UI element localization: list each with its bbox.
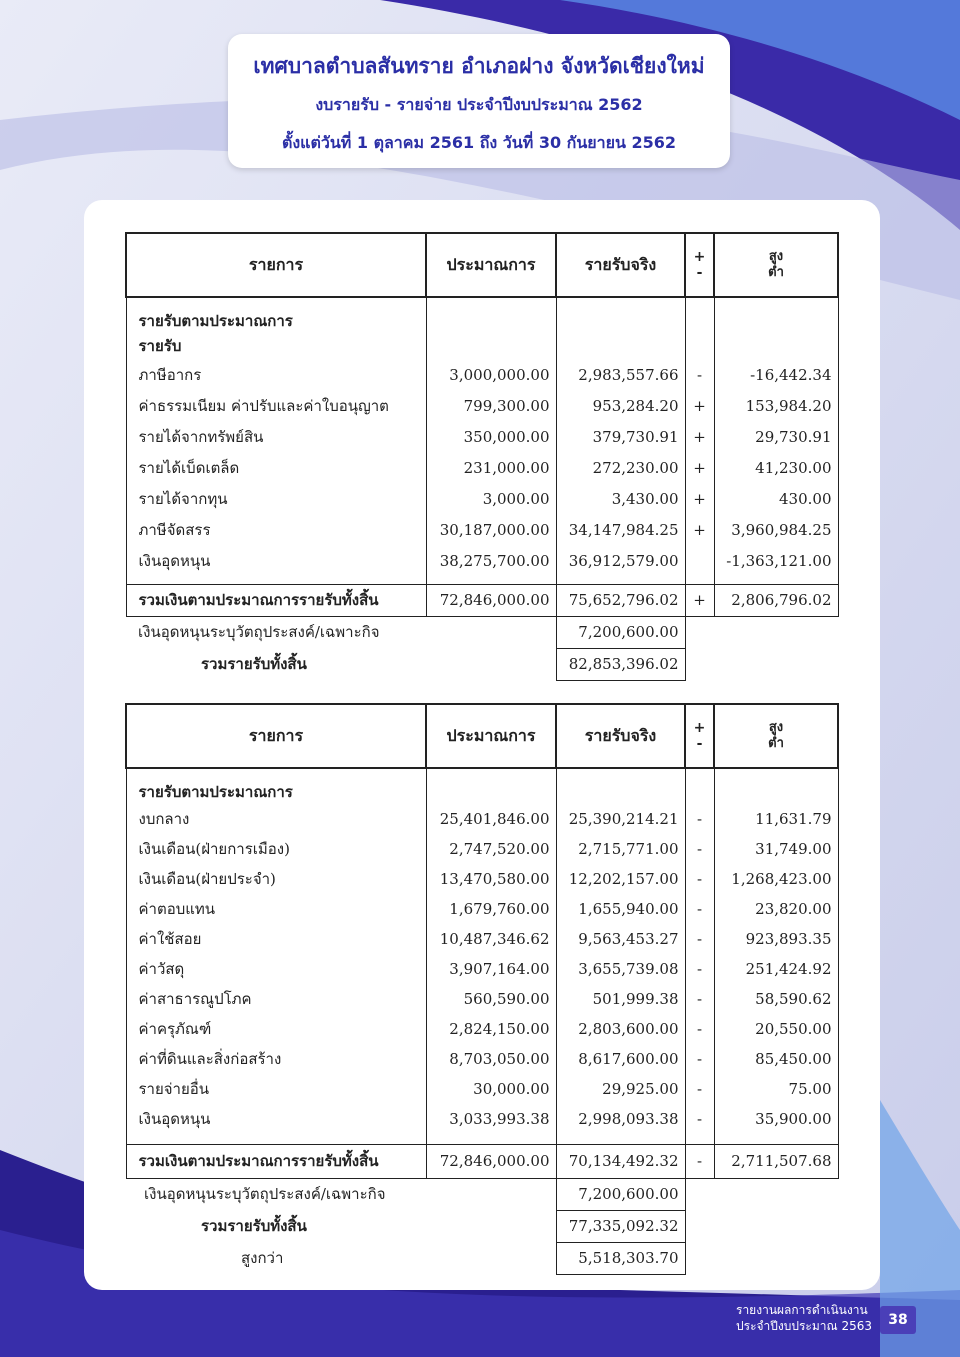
row-estimate: 30,187,000.00 — [426, 514, 556, 545]
report-title: เทศบาลตำบลสันทราย อำเภอฝาง จังหวัดเชียงใหม่ — [253, 54, 705, 78]
row-estimate: 350,000.00 — [426, 421, 556, 452]
row-estimate: 30,000.00 — [426, 1074, 556, 1104]
table-row — [126, 514, 838, 545]
row-estimate: 560,590.00 — [426, 984, 556, 1014]
row-diff: 85,450.00 — [714, 1044, 838, 1074]
row-actual: 34,147,984.25 — [556, 514, 685, 545]
row-diff: 35,900.00 — [714, 1104, 838, 1134]
row-name: เงินอุดหนุน — [126, 1104, 426, 1134]
total-row: รวมเงินตามประมาณการรายรับทั้งสิ้น 72,846,000.00 75,652,796.02 + 2,806,796.02 — [126, 584, 838, 616]
row-sign — [685, 545, 714, 576]
row-name: เงินเดือน(ฝ่ายประจำ) — [126, 864, 426, 894]
expenditure-table — [125, 703, 839, 1275]
row-diff: 3,960,984.25 — [714, 514, 838, 545]
header-actual: รายรับจริง — [556, 704, 685, 768]
row-sign: - — [685, 984, 714, 1014]
header-estimate: ประมาณการ — [426, 233, 556, 297]
title-box — [228, 34, 730, 168]
table-row — [126, 984, 838, 1014]
row-sign: + — [685, 390, 714, 421]
header-item: รายการ — [126, 233, 426, 297]
row-name: รายได้จากทรัพย์สิน — [126, 421, 426, 452]
row-sign: - — [685, 804, 714, 834]
table-row — [126, 954, 838, 984]
row-actual: 25,390,214.21 — [556, 804, 685, 834]
row-name: รายได้เบ็ดเตล็ด — [126, 452, 426, 483]
row-estimate: 2,824,150.00 — [426, 1014, 556, 1044]
row-name: เงินเดือน(ฝ่ายการเมือง) — [126, 834, 426, 864]
row-actual: 2,715,771.00 — [556, 834, 685, 864]
row-actual: 2,998,093.38 — [556, 1104, 685, 1134]
report-period: ตั้งแต่วันที่ 1 ตุลาคม 2561 ถึง วันที่ 30 กันยายน 2562 — [281, 133, 677, 152]
table-row — [126, 864, 838, 894]
header-sign: + - — [685, 233, 714, 297]
row-sign: - — [685, 359, 714, 390]
header-high-low: สูง ต่ำ — [714, 233, 838, 297]
row-name: ค่าใช้สอย — [126, 924, 426, 954]
row-name: ค่าครุภัณฑ์ — [126, 1014, 426, 1044]
table-row — [126, 390, 838, 421]
row-estimate: 8,703,050.00 — [426, 1044, 556, 1074]
total-row: รวมเงินตามประมาณการรายรับทั้งสิ้น 72,846,000.00 70,134,492.32 - 2,711,507.68 — [126, 1144, 838, 1178]
header-high-low: สูง ต่ำ — [714, 704, 838, 768]
row-diff: 23,820.00 — [714, 894, 838, 924]
row-diff: 430.00 — [714, 483, 838, 514]
row-actual: 29,925.00 — [556, 1074, 685, 1104]
table-row — [126, 804, 838, 834]
table-header — [126, 704, 838, 768]
table-row — [126, 545, 838, 576]
row-sign: - — [685, 1014, 714, 1044]
table-row — [126, 421, 838, 452]
table-row — [126, 1074, 838, 1104]
row-diff: 20,550.00 — [714, 1014, 838, 1044]
row-sign: - — [685, 834, 714, 864]
row-diff: -1,363,121.00 — [714, 545, 838, 576]
row-actual: 272,230.00 — [556, 452, 685, 483]
footer-label: รายงานผลการดำเนินงาน ประจำปีงบประมาณ 2563 — [736, 1303, 873, 1333]
row-sign: + — [685, 421, 714, 452]
revenue-table — [125, 232, 839, 681]
row-name: ภาษีจัดสรร — [126, 514, 426, 545]
row-sign: + — [685, 483, 714, 514]
row-diff: 41,230.00 — [714, 452, 838, 483]
table-row — [126, 1104, 838, 1134]
row-name: ค่าตอบแทน — [126, 894, 426, 924]
row-sign: - — [685, 1074, 714, 1104]
report-subtitle: งบรายรับ - รายจ่าย ประจำปีงบประมาณ 2562 — [315, 95, 643, 114]
row-name: ภาษีอากร — [126, 359, 426, 390]
row-actual: 3,655,739.08 — [556, 954, 685, 984]
row-name: ค่าสาธารณูปโภค — [126, 984, 426, 1014]
header-sign: + - — [685, 704, 714, 768]
row-actual: 2,983,557.66 — [556, 359, 685, 390]
row-actual: 12,202,157.00 — [556, 864, 685, 894]
row-actual: 379,730.91 — [556, 421, 685, 452]
header-item: รายการ — [126, 704, 426, 768]
row-actual: 1,655,940.00 — [556, 894, 685, 924]
row-name: ค่าธรรมเนียม ค่าปรับและค่าใบอนุญาต — [126, 390, 426, 421]
table-row — [126, 1014, 838, 1044]
row-sign: - — [685, 894, 714, 924]
row-estimate: 10,487,346.62 — [426, 924, 556, 954]
grand-total-row: รวมรายรับทั้งสิ้น 77,335,092.32 — [126, 1210, 838, 1242]
row-estimate: 1,679,760.00 — [426, 894, 556, 924]
subsection-title: รายรับ — [126, 333, 426, 359]
row-actual: 501,999.38 — [556, 984, 685, 1014]
row-diff: -16,442.34 — [714, 359, 838, 390]
row-diff: 153,984.20 — [714, 390, 838, 421]
row-actual: 953,284.20 — [556, 390, 685, 421]
row-estimate: 231,000.00 — [426, 452, 556, 483]
row-actual: 9,563,453.27 — [556, 924, 685, 954]
row-estimate: 2,747,520.00 — [426, 834, 556, 864]
table-row — [126, 483, 838, 514]
row-diff: 923,893.35 — [714, 924, 838, 954]
row-name: ค่าวัสดุ — [126, 954, 426, 984]
higher-row: สูงกว่า 5,518,303.70 — [126, 1242, 838, 1274]
row-sign: - — [685, 924, 714, 954]
row-diff: 11,631.79 — [714, 804, 838, 834]
row-diff: 1,268,423.00 — [714, 864, 838, 894]
row-diff: 31,749.00 — [714, 834, 838, 864]
table-header — [126, 233, 838, 297]
header-estimate: ประมาณการ — [426, 704, 556, 768]
section-title: รายรับตามประมาณการ — [126, 768, 426, 804]
table-row — [126, 894, 838, 924]
row-actual: 2,803,600.00 — [556, 1014, 685, 1044]
grant-row: เงินอุดหนุนระบุวัตถุประสงค์/เฉพาะกิจ 7,200,600.00 — [126, 1178, 838, 1210]
header-actual: รายรับจริง — [556, 233, 685, 297]
row-diff: 251,424.92 — [714, 954, 838, 984]
row-sign: - — [685, 954, 714, 984]
page-number: 38 — [880, 1306, 916, 1334]
row-estimate: 38,275,700.00 — [426, 545, 556, 576]
grand-total-row: รวมรายรับทั้งสิ้น 82,853,396.02 — [126, 648, 838, 680]
table-row — [126, 1044, 838, 1074]
row-name: งบกลาง — [126, 804, 426, 834]
row-sign: + — [685, 452, 714, 483]
row-sign: - — [685, 1044, 714, 1074]
row-estimate: 799,300.00 — [426, 390, 556, 421]
row-sign: + — [685, 514, 714, 545]
row-name: เงินอุดหนุน — [126, 545, 426, 576]
row-actual: 36,912,579.00 — [556, 545, 685, 576]
row-estimate: 3,907,164.00 — [426, 954, 556, 984]
row-diff: 58,590.62 — [714, 984, 838, 1014]
table-row — [126, 924, 838, 954]
table-row — [126, 452, 838, 483]
row-actual: 3,430.00 — [556, 483, 685, 514]
row-name: รายได้จากทุน — [126, 483, 426, 514]
row-estimate: 13,470,580.00 — [426, 864, 556, 894]
row-estimate: 3,000.00 — [426, 483, 556, 514]
row-estimate: 3,000,000.00 — [426, 359, 556, 390]
row-actual: 8,617,600.00 — [556, 1044, 685, 1074]
grant-row: เงินอุดหนุนระบุวัตถุประสงค์/เฉพาะกิจ 7,200,600.00 — [126, 616, 838, 648]
table-row — [126, 834, 838, 864]
row-sign: - — [685, 1104, 714, 1134]
section-title: รายรับตามประมาณการ — [126, 297, 426, 333]
row-estimate: 3,033,993.38 — [426, 1104, 556, 1134]
row-name: ค่าที่ดินและสิ่งก่อสร้าง — [126, 1044, 426, 1074]
row-diff: 75.00 — [714, 1074, 838, 1104]
table-row — [126, 359, 838, 390]
row-sign: - — [685, 864, 714, 894]
row-diff: 29,730.91 — [714, 421, 838, 452]
row-estimate: 25,401,846.00 — [426, 804, 556, 834]
row-name: รายจ่ายอื่น — [126, 1074, 426, 1104]
